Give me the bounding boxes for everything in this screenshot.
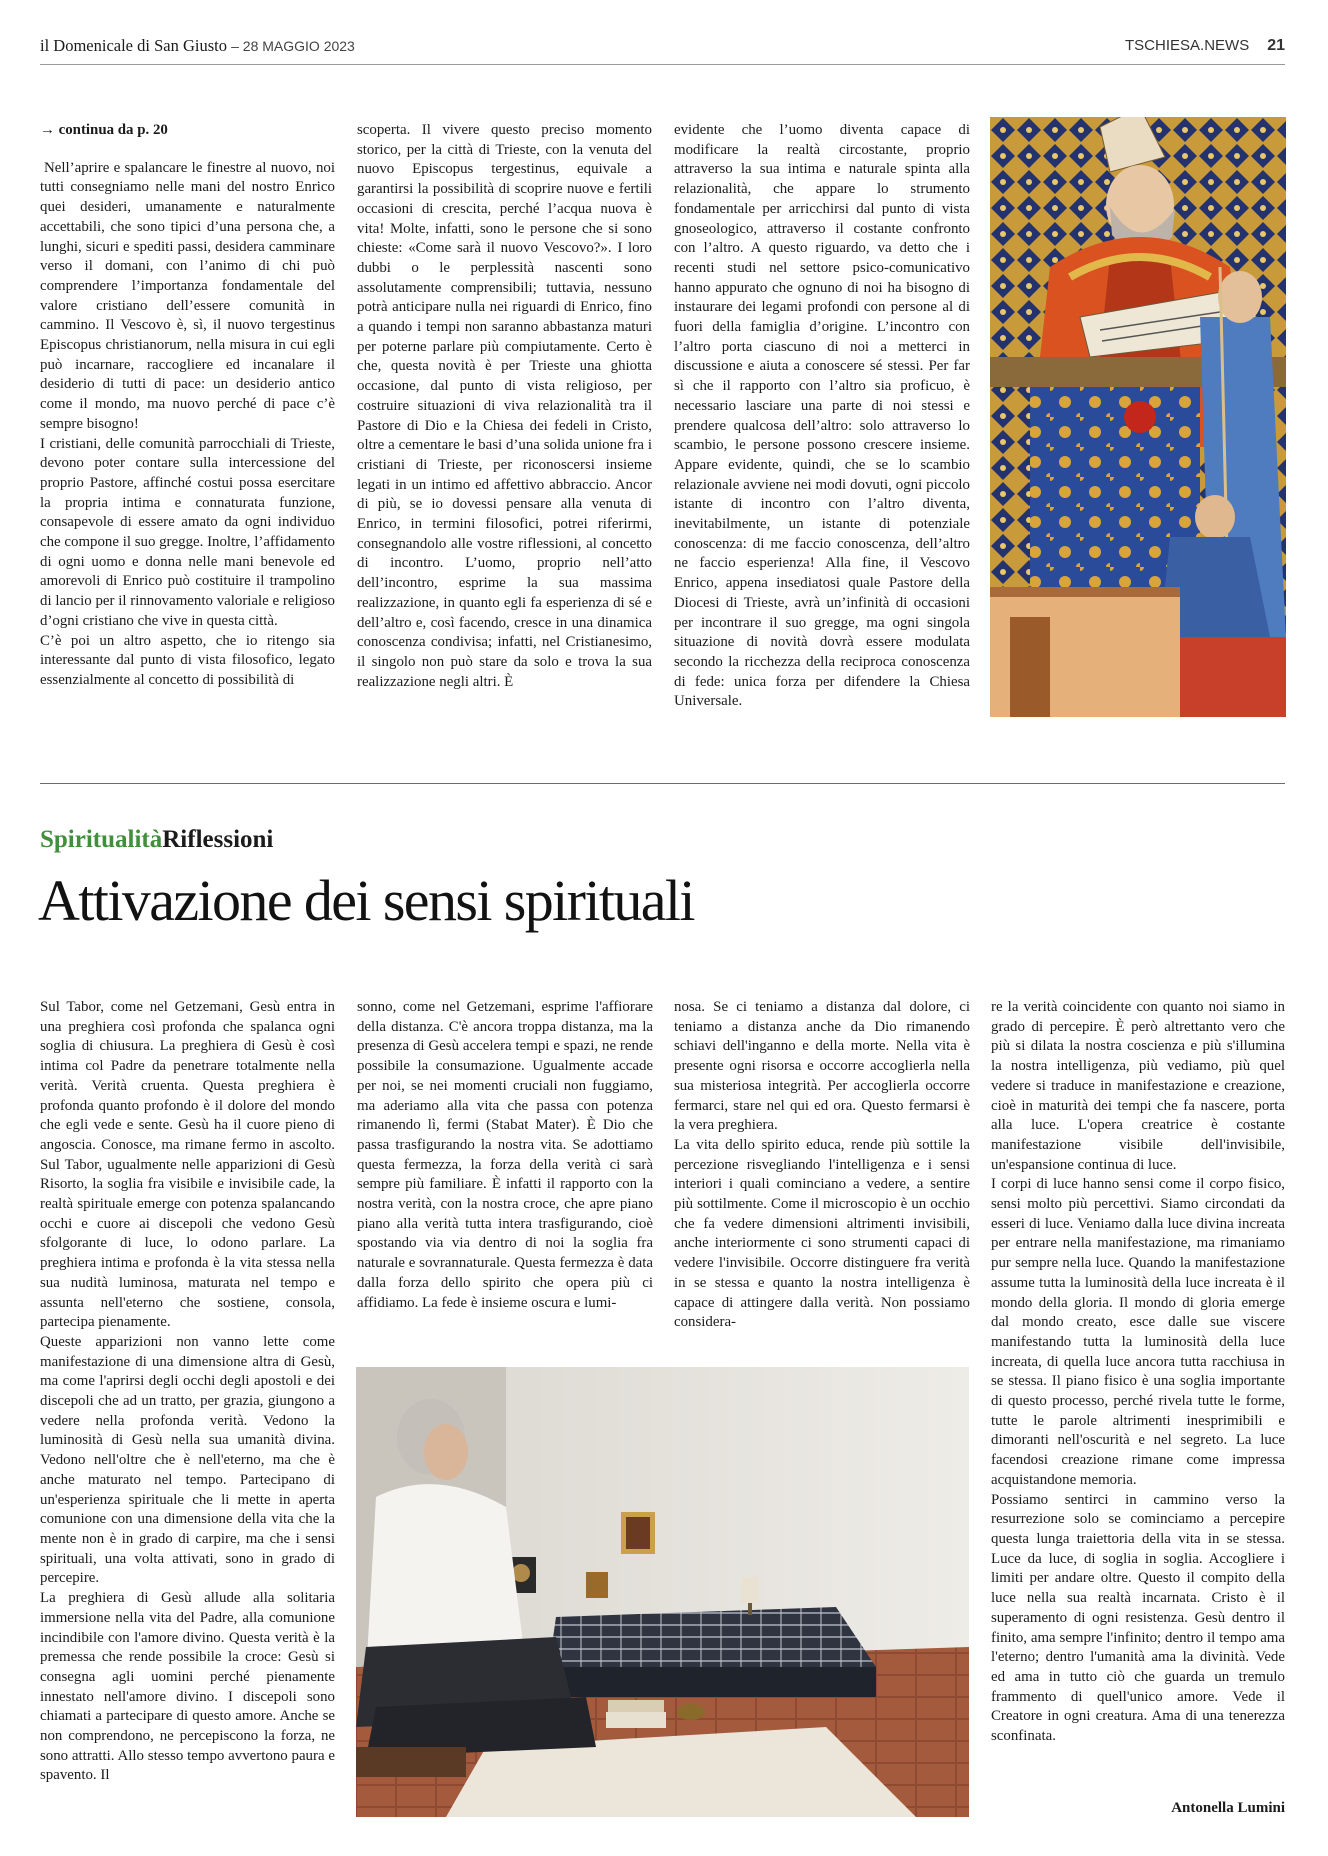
main-article-col-4 [991,998,1285,1747]
paragraph: C’è poi un altro aspetto, che io ritengo sia interessante dal punto di vista filosofico, legato essenzialmente al concetto di possibilità di [40,632,335,688]
top-article-col-3 [674,121,970,712]
paragraph: sonno, come nel Getzemani, esprime l'affiorare della distanza. C'è ancora troppa distanza, ma la presenza di Gesù accelera tempi e spazi, ne rende possibile la consumazione. Ugualmente accade per noi, se nei momenti cruciali non fuggiamo, ma aderiamo alla vita che passa con potenza rimanendo lì, fermi (Stabat Mater). È Dio che passa trasfigurando la nostra vita. Se adottiamo questa fermezza, la forza della verità ci sarà sempre più familiare. È infatti il rapporto con la nostra verità, con la nostra croce, che apre piano piano alla verità tutta intera trasfigurando, cioè spostando via via dentro di noi la soglia fra naturale e sovrannaturale. Questa fermezza è data dalla forza dello spirito che opera più ci affidiamo. La fede è insieme oscura e lumi- [357,999,653,1311]
header-right [1125,37,1285,55]
paragraph: La preghiera di Gesù allude alla solitaria immersione nella vita del Padre, alla comunione incindibile con l'amore divino. Questa verità è la premessa che rende possibile la croce: Gesù si consegna agli uomini perché pienamente innestato nell'amore divino. I discepoli sono chiamati a partecipare di questo amore. Anche se non comprendono, ne percepiscono la forza, ne sono attratti. Allo stesso tempo avvertono paura e spavento. Il [40,1590,335,1784]
paragraph: I cristiani, delle comunità parrocchiali di Trieste, devono poter contare sulla intercessione del proprio Pastore, affinché costui possa esercitare la propria intima e connaturata funzione, consapevole di essere amato da ogni individuo che compone il suo gregge. Inoltre, l’affidamento di ogni uomo e donna nelle mani benevole ed amorevoli di Enrico può costituire il trampolino di lancio per il rinnovamento valoriale e religioso d’ogni cristiano che vive in questa città. [40,435,335,629]
top-article-col-2 [357,121,652,692]
main-article-col-1 [40,998,335,1786]
top-article-col-1 [40,121,335,691]
section-subcategory: Riflessioni [162,826,274,853]
paragraph: Queste apparizioni non vanno lette come manifestazione di una dimensione altra di Gesù, ma come l'aprirsi degli occhi degli apostoli e dei discepoli che ad un tratto, per grazia, giungono a vedere nella profonda verità. Vedono la luminosità di Gesù nella sua umanità divina. Vedono nell'oltre che è nell'eterno, ma che è anche maturato nel tempo. Partecipano di un'esperienza spirituale che li mette in aperta comunione con una dimensione della vita che la mente non è in grado di carpire, ma che i sensi spirituali, una volta attivati, sono in grado di percepire. [40,1333,335,1587]
section-kicker [40,826,273,854]
paragraph: re la verità coincidente con quanto noi siamo in grado di percepire. È però altrettanto vero che più si dilata la nostra coscienza e più s'illumina la nostra intelligenza, più vediamo, più quel vedere si traduce in manifestazione e creazione, cioè in maturità dei tempi che fa nascere, porta alla luce. L'opera creatrice è costante manifestazione visibile dell'invisibile, un'espansione continua di luce. [991,999,1285,1173]
continued-from: → continua da p. 20 [40,122,168,138]
publication-date: – 28 MAGGIO 2023 [231,38,355,54]
author-name: Antonella Lumini [1171,1800,1285,1816]
article-title: Attivazione dei sensi spirituali [38,868,694,933]
section-divider [40,783,1285,784]
paragraph: I corpi di luce hanno sensi come il corpo fisico, sensi molto più percettivi. Siamo circondati da esseri di luce. Veniamo dalla luce divina increata per entrare nella manifestazione, ma rimaniamo pur sempre nella luce. Quando la manifestazione assume tutta la luminosità della luce increata è il mondo della gloria. Il mondo di gloria emerge dal mondo creato, esce dalle sue viscere manifestando tutta la luminosità della luce increata, di quella luce ancora tutta racchiusa in se stessa. Il piano fisico è una soglia importante di questo processo, perché rivela tutte le forme, tutte le parole altrimenti inesprimibili e dimoranti nell'oscurità e nel segreto. La luce facendosi creazione rimane come impressa acquistandone memoria. [991,1176,1285,1488]
paragraph: Nell’aprire e spalancare le finestre al nuovo, noi tutti consegniamo nelle mani del nostro Enrico quei desideri, umanamente e naturalmente accettabili, che sono tipici d’una persona che, a lunghi, sicuri e spediti passi, desidera camminare verso il domani, con l’animo di chi può comprendere l’importanza fondamentale del valore cristiano dell’essere comunità in cammino. Il Vescovo è, sì, il nuovo tergestinus Episcopus christianorum, nella misura in cui egli può incarnare, raccogliere ed incanalare il desiderio di tutti di pace: un desiderio antico come il mondo, ma nuovo perché di pace c’è sempre bisogno! [40,159,335,432]
header-publication [40,36,355,56]
paragraph: scoperta. Il vivere questo preciso momento storico, per la città di Trieste, con la venuta del nuovo Episcopus tergestinus, equivale a garantirsi la possibilità di scoprire nuove e fertili occasioni di crescita, perché l’acqua nuova è vita! Molte, infatti, sono le persone che si sono chieste: «Come sarà il nuovo Vescovo?». I loro dubbi o le perplessità nascenti sono assolutamente comprensibili; tuttavia, nessuno potrà anticipare nulla nei riguardi di Enrico, fino a quando i tempi non saranno abbastanza maturi per poterne parlare più compiutamente. Certo è che, questa novità è per Trieste una ghiotta occasione, dal punto di vista religioso, per costruire situazioni di viva relazionalità tra il Pastore di Dio e la Chiesa dei fedeli in Cristo, oltre a cementare le basi d’una solida unione fra i cristiani di Trieste, per riconoscersi insieme legati in un intimo ed affettivo abbraccio. Ancor di più, se io dovessi pensare alla venuta di Enrico, in termini filosofici, potrei riferirmi, consegnandolo alle vostre riflessioni, al concetto di incontro. L’uomo, proprio nell’atto dell’incontro, esprime la sua massima realizzazione, in quanto egli fa esperienza di sé e dell’altro e, così facendo, cresce in una dinamica conoscenza condivisa; infatti, nel Cristianesimo, il singolo non può stare da solo e trova la sua realizzazione negli altri. È [357,122,652,690]
meditation-photo [356,1367,969,1817]
main-article-col-2 [357,998,653,1313]
paragraph: Sul Tabor, come nel Getzemani, Gesù entra in una preghiera così profonda che spalanca ogni soglia di chiusura. La preghiera di Gesù è così intima col Padre da penetrare totalmente nella verità. Verità cruenta. Questa preghiera è profonda quanto profondo è il dolore del mondo che egli vede e sente. Gesù ha il cuore pieno di angoscia. Conosce, ma rimane fermo in ascolto. Sul Tabor, ugualmente nelle apparizioni di Gesù Risorto, la soglia fra visibile e invisibile cade, la realtà spirituale emerge con potenza spalancando occhi e cuore ai discepoli che vedono Gesù sfolgorante di luce, lo odono parlare. La preghiera intima e profonda è la vita stessa nella sua nudità luminosa, maturata nel tempo e assunta nell'eterno che sostiene, consola, partecipa pienamente. [40,999,335,1331]
paragraph: Possiamo sentirci in cammino verso la resurrezione solo se cominciamo a percepire questa lunga traiettoria della vita in se stessa. Luce da luce, di soglia in soglia. Accogliere i limiti per andare oltre. Questo il compito della luce nella sua realtà incarnata. Cristo è il superamento di ogni resistenza. Gesù dentro il finito, ama sempre l'infinito; dentro il tempo ama l'eterno; dentro l'umanità ama la divinità. Vede ed ama in tutto ciò che guarda un tremulo frammento di quell'unico amore. Vede il Creatore in ogni creatura. Ama di una tenerezza sconfinata. [991,1491,1285,1745]
page-number: 21 [1267,37,1285,54]
paragraph: La vita dello spirito educa, rende più sottile la percezione risvegliando l'intelligenza e i sensi interiori i quali cominciano a vedere, a sentire più sottilmente. Come il microscopio è un occhio che fa vedere dimensioni altrimenti invisibili, anche interiormente ci sono strumenti capaci di vedere l'invisibile. Occorre distinguere fra verità in se stessa e quanto la nostra intelligenza è capace di attingere dalla verità. Non possiamo considera- [674,1136,970,1331]
section-category: Spiritualità [40,826,163,853]
publication-name: il Domenicale di San Giusto [40,36,227,55]
site-name: TSCHIESA.NEWS [1125,37,1250,54]
illuminated-manuscript-image [990,117,1286,717]
paragraph: nosa. Se ci teniamo a distanza dal dolore, ci teniamo a distanza anche da Dio rimanendo schiavi dell'inganno e della morte. Nella vita è presente ogni risorsa e occorre accoglierla nella sua misteriosa integrità. Per accoglierla occorre fermarci, stare nel qui ed ora. Questo fermarsi è la vera preghiera. [674,999,970,1134]
main-article-col-3 [674,998,970,1333]
page-header [40,34,1285,65]
paragraph: evidente che l’uomo diventa capace di modificare la realtà circostante, proprio attraverso la sua intima e naturale spinta alla relazionalità, che appare lo strumento fondamentale per arricchirsi dal punto di vista gnoseologico, attraverso il costante confronto con l’altro. A questo riguardo, va detto che i recenti studi nel settore psico-comunicativo hanno appurato che ognuno di noi ha bisogno di instaurare dei legami profondi con persone al di fuori della famiglia d’origine. L’incontro con l’altro porta ciascuno di noi a metterci in discussione e aiuta a conoscere sé stessi. Per far sì che il rapporto con l’altro sia proficuo, è necessario lasciare una parte di noi stessi e prendere qualcosa dell’altro: solo attraverso lo scambio, le persone possono crescere insieme. Appare evidente, quindi, che se lo scambio relazionale avviene nei modi dovuti, ogni piccolo istante di incontro con l’altro diventa, inevitabilmente, un istante di potenziale conoscenza: di me faccio conoscenza, dell’altro ne faccio esperienza! Alla fine, il Vescovo Enrico, appena insediatosi quale Pastore della Diocesi di Trieste, avrà un’infinità di occasioni per incontrare il suo gregge, ma ogni singola situazione di novità dovrà essere modulata secondo la ricchezza della reciproca conoscenza di fede: unica forza per difendere la Chiesa Universale. [674,122,970,710]
